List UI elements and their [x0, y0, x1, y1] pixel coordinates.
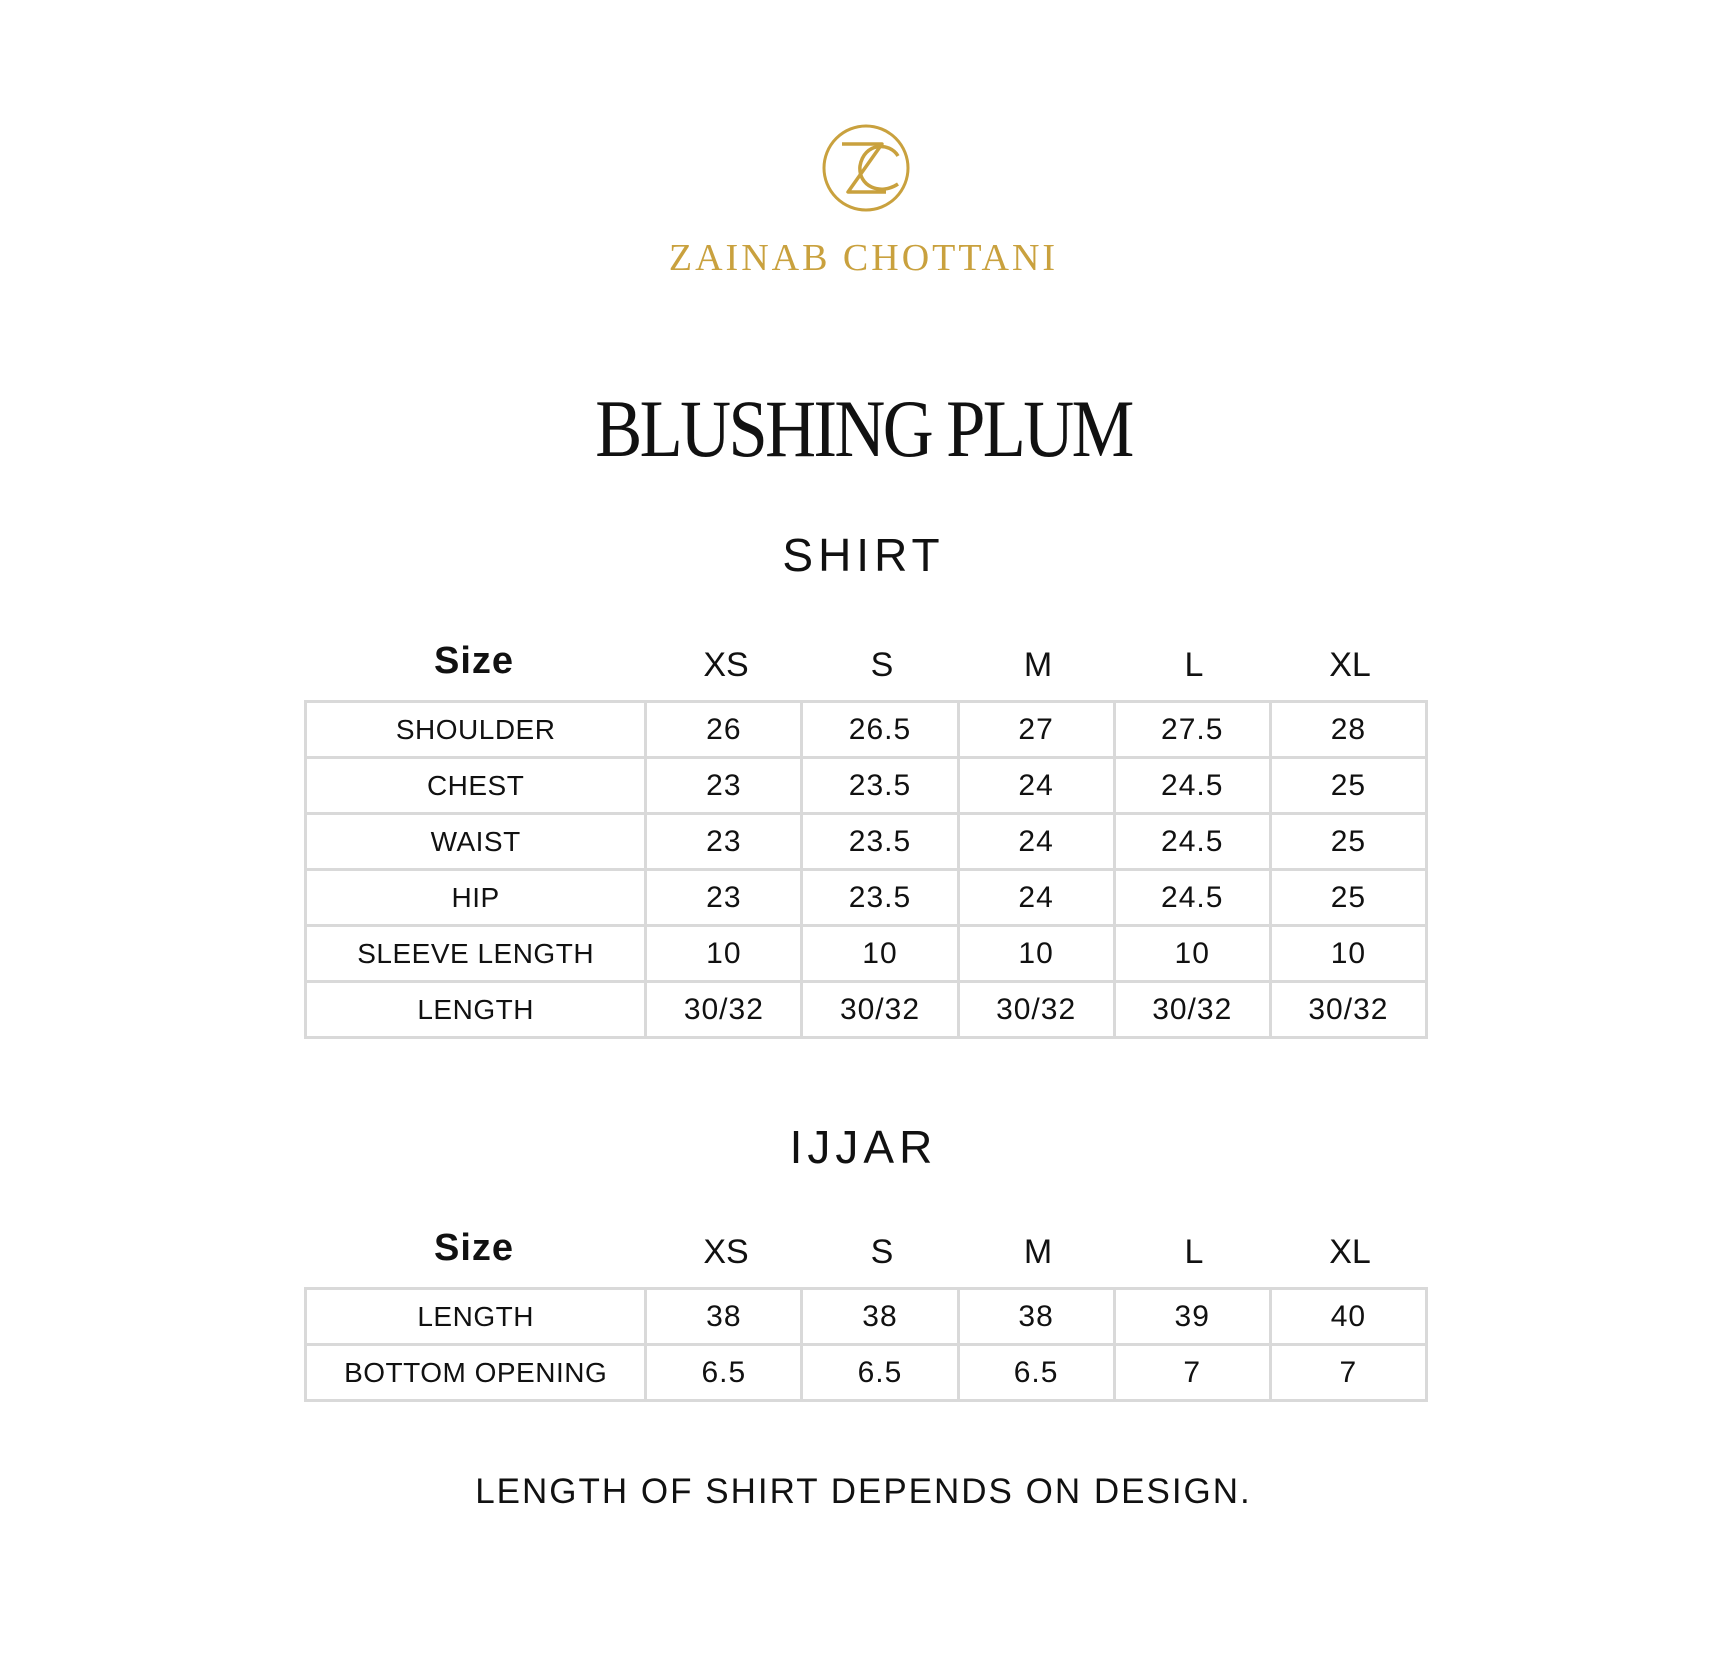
measurement-cell: 38	[958, 1289, 1114, 1345]
measurement-cell: 6.5	[646, 1345, 802, 1401]
measurement-cell: 38	[646, 1289, 802, 1345]
size-xl: XL	[1329, 1233, 1371, 1271]
size-l: L	[1184, 1233, 1204, 1271]
measurement-cell: 7	[1114, 1345, 1270, 1401]
row-label: LENGTH	[306, 1289, 646, 1345]
row-label: SLEEVE LENGTH	[306, 926, 646, 982]
ijjar-heading: IJJAR	[789, 1121, 938, 1173]
size-label: Size	[433, 1227, 515, 1269]
size-label: Size	[433, 640, 515, 682]
table-row	[306, 758, 1427, 814]
measurement-cell: 10	[958, 926, 1114, 982]
measurement-cell: 24	[958, 758, 1114, 814]
measurement-cell: 23	[646, 758, 802, 814]
table-row	[306, 926, 1427, 982]
measurement-cell: 10	[1114, 926, 1270, 982]
measurement-cell: 10	[646, 926, 802, 982]
table-row	[306, 814, 1427, 870]
measurement-cell: 27	[958, 702, 1114, 758]
row-label: LENGTH	[306, 982, 646, 1038]
measurement-cell: 23.5	[802, 814, 958, 870]
size-xl: XL	[1329, 646, 1371, 684]
measurement-cell: 30/32	[958, 982, 1114, 1038]
table-row	[306, 1345, 1427, 1401]
measurement-cell: 23.5	[802, 758, 958, 814]
measurement-cell: 10	[802, 926, 958, 982]
size-l: L	[1184, 646, 1204, 684]
measurement-cell: 6.5	[802, 1345, 958, 1401]
table-row	[306, 1289, 1427, 1345]
footnote: LENGTH OF SHIRT DEPENDS ON DESIGN.	[475, 1472, 1252, 1511]
table-row	[306, 702, 1427, 758]
size-xs: XS	[703, 1233, 749, 1271]
size-m: M	[1023, 646, 1053, 684]
row-label: BOTTOM OPENING	[306, 1345, 646, 1401]
size-s: S	[870, 646, 894, 684]
size-xs: XS	[703, 646, 749, 684]
measurement-cell: 23	[646, 870, 802, 926]
brand-name: ZAINAB CHOTTANI	[668, 237, 1059, 279]
measurement-cell: 24.5	[1114, 814, 1270, 870]
measurement-cell: 25	[1270, 758, 1426, 814]
measurement-cell: 7	[1270, 1345, 1426, 1401]
measurement-cell: 40	[1270, 1289, 1426, 1345]
measurement-cell: 38	[802, 1289, 958, 1345]
measurement-cell: 24	[958, 814, 1114, 870]
measurement-cell: 26.5	[802, 702, 958, 758]
measurement-cell: 26	[646, 702, 802, 758]
row-label: WAIST	[306, 814, 646, 870]
row-label: CHEST	[306, 758, 646, 814]
table-row	[306, 982, 1427, 1038]
size-s: S	[870, 1233, 894, 1271]
page-title: BLUSHING PLUM	[595, 383, 1132, 474]
measurement-cell: 25	[1270, 870, 1426, 926]
row-label: HIP	[306, 870, 646, 926]
measurement-cell: 39	[1114, 1289, 1270, 1345]
size-m: M	[1023, 1233, 1053, 1271]
measurement-cell: 30/32	[802, 982, 958, 1038]
measurement-cell: 24	[958, 870, 1114, 926]
shirt-size-header	[304, 640, 1428, 688]
measurement-cell: 30/32	[1114, 982, 1270, 1038]
measurement-cell: 30/32	[646, 982, 802, 1038]
measurement-cell: 28	[1270, 702, 1426, 758]
measurement-cell: 27.5	[1114, 702, 1270, 758]
zc-monogram-logo	[820, 122, 912, 214]
measurement-cell: 6.5	[958, 1345, 1114, 1401]
measurement-cell: 24.5	[1114, 870, 1270, 926]
table-row	[306, 870, 1427, 926]
measurement-cell: 24.5	[1114, 758, 1270, 814]
measurement-cell: 25	[1270, 814, 1426, 870]
ijjar-size-header	[304, 1227, 1428, 1275]
measurement-cell: 30/32	[1270, 982, 1426, 1038]
measurement-cell: 23	[646, 814, 802, 870]
measurement-cell: 10	[1270, 926, 1426, 982]
measurement-cell: 23.5	[802, 870, 958, 926]
shirt-heading: SHIRT	[782, 529, 945, 581]
row-label: SHOULDER	[306, 702, 646, 758]
shirt-size-table	[304, 700, 1428, 1039]
ijjar-size-table	[304, 1287, 1428, 1402]
